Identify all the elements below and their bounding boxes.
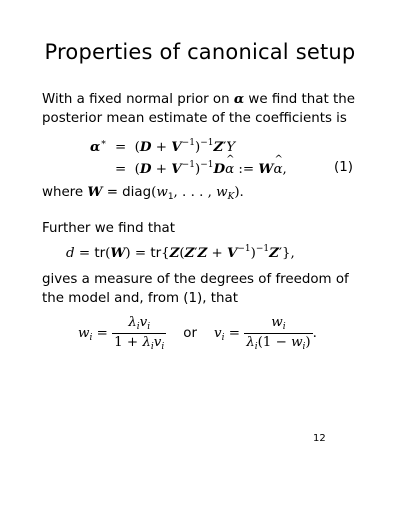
w-fraction: $\frac{\lambda_iv_i}{1 + \lambda_iv_i}$ — [114, 315, 165, 352]
or-word: or — [183, 326, 197, 341]
gives-line-1: gives a measure of the degrees of freedom of — [42, 272, 349, 287]
where-line: where $W = diag(w_1$, . . . , $w_K$). — [42, 184, 244, 202]
equation-number: (1) — [334, 160, 353, 175]
intro-line-1: With a fixed normal prior on α we find that the — [42, 91, 355, 107]
alpha-symbol: α — [233, 91, 245, 107]
degrees-of-freedom-equation: $d = tr(W) = tr\{Z(Z'Z + V^{-1})^{-1}Z'\}$, — [66, 244, 295, 261]
weight-relations-equation: $w_i$ = $\frac{\lambda_iv_i}{1 + \lambda_iv_i}$ or $v_i$ = $\frac{w_i}{\lambda_i(1 - w_i)}$ . — [78, 315, 317, 352]
posterior-mean-equation-line-2: = $(D + V^{-1})^{-1}D\^{}$ α := W^ α, — [90, 160, 287, 177]
further-line: Further we find that — [42, 221, 176, 236]
posterior-mean-equation-line-1: $\alpha^∗ = (D + V^{-1})^{-1}Z'Y$ — [90, 138, 236, 155]
v-fraction: $\frac{w_i}{\lambda_i(1 - w_i)}$ — [246, 315, 311, 352]
slide-title: Properties of canonical setup — [44, 40, 356, 64]
gives-line-2: the model and, from (1), that — [42, 291, 238, 306]
intro-line-2: posterior mean estimate of the coefficients is — [42, 111, 347, 126]
gives-paragraph — [42, 270, 372, 308]
intro-paragraph — [42, 90, 372, 128]
page-number: 12 — [313, 433, 326, 444]
